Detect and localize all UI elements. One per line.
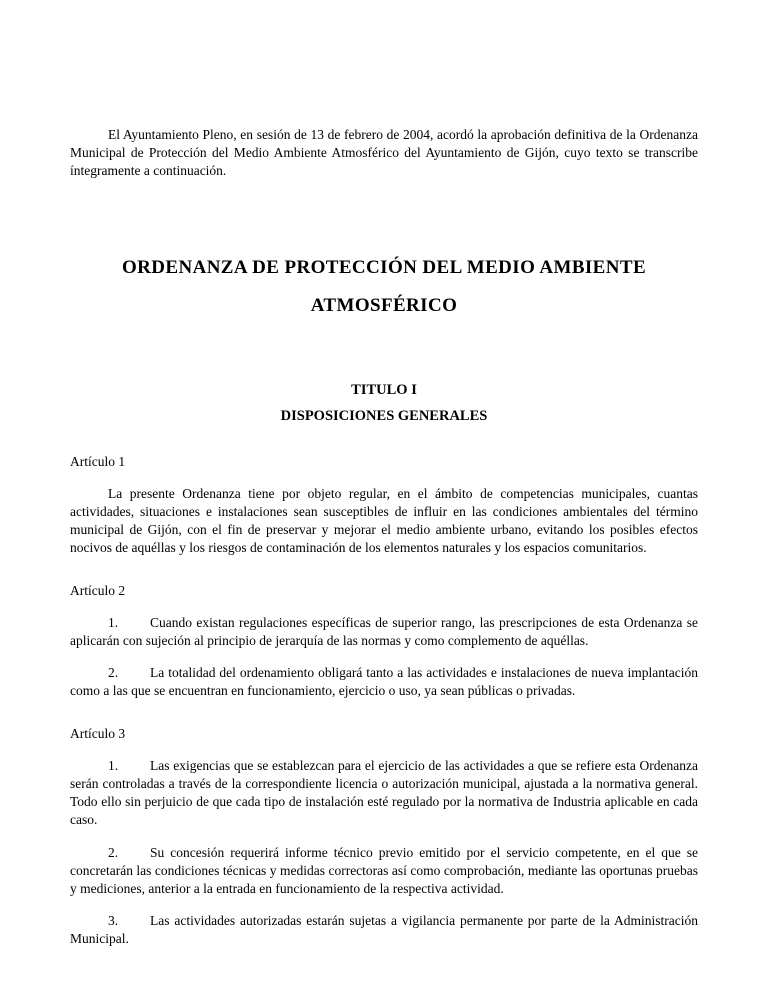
part-subtitle: DISPOSICIONES GENERALES bbox=[280, 407, 488, 424]
paragraph bbox=[70, 614, 698, 650]
paragraph-text: Su concesión requerirá informe técnico previo emitido por el servicio competente, en el que se concretarán las condiciones técnicas y medidas correctoras así como comprobación, mediante las oportunas pruebas y mediciones, anterior a la entrada en funcionamiento de la respectiva actividad. bbox=[70, 844, 698, 897]
article-heading: Artículo 1 bbox=[70, 453, 126, 469]
paragraph-text: Cuando existan regulaciones específicas de superior rango, las prescripciones de esta Ordenanza se aplicarán con sujeción al principio de jerarquía de las normas y como complemento de aquéllas. bbox=[70, 614, 698, 649]
paragraph bbox=[70, 664, 698, 700]
article-heading: Artículo 3 bbox=[70, 725, 126, 741]
paragraph bbox=[70, 912, 698, 948]
paragraph: La presente Ordenanza tiene por objeto regular, en el ámbito de competencias municipales, cuantas actividades, situaciones e instalaciones sean susceptibles de influir en las condiciones ambientales del término municipal de Gijón, con el fin de preservar y mejorar el medio ambiente urbano, evitando los posibles efectos nocivos de aquéllas y los riesgos de contaminación de los elementos naturales y los espacios comunitarios. bbox=[70, 485, 698, 556]
paragraph-number: 2. bbox=[108, 665, 119, 681]
part-title: TITULO I bbox=[351, 381, 417, 398]
part-heading bbox=[70, 377, 698, 429]
paragraph-number: 2. bbox=[108, 844, 119, 860]
article-heading: Artículo 2 bbox=[70, 582, 126, 598]
paragraph-text: Las exigencias que se establezcan para el ejercicio de las actividades a que se refiere esta Ordenanza serán controladas a través de la correspondiente licencia o autorización municipal, ajustada a la normativa general. Todo ello sin perjuicio de que cada tipo de instalación esté regulado por la normativa de Industria aplicable en cada caso. bbox=[70, 757, 698, 828]
paragraph-text: La totalidad del ordenamiento obligará tanto a las actividades e instalaciones de nueva implantación como a las que se encuentran en funcionamiento, ejercicio o uso, ya sean públicas o privadas. bbox=[70, 665, 698, 699]
document-title bbox=[70, 249, 698, 325]
paragraph-number: 1. bbox=[108, 757, 119, 773]
paragraph bbox=[70, 844, 698, 899]
document-title-line-2: ATMOSFÉRICO bbox=[310, 294, 458, 316]
document-title-line-1: ORDENANZA DE PROTECCIÓN DEL MEDIO AMBIENTE bbox=[121, 256, 647, 278]
paragraph-text: Las actividades autorizadas estarán sujetas a vigilancia permanente por parte de la Administración Municipal. bbox=[70, 913, 698, 947]
paragraph bbox=[70, 757, 698, 830]
paragraph-number: 1. bbox=[108, 614, 119, 630]
intro-paragraph: El Ayuntamiento Pleno, en sesión de 13 de febrero de 2004, acordó la aprobación definitiva de la Ordenanza Municipal de Protección del Medio Ambiente Atmosférico del Ayuntamiento de Gijón, cuyo texto se transcribe íntegramente a continuación. bbox=[70, 127, 698, 179]
paragraph-number: 3. bbox=[108, 913, 119, 929]
